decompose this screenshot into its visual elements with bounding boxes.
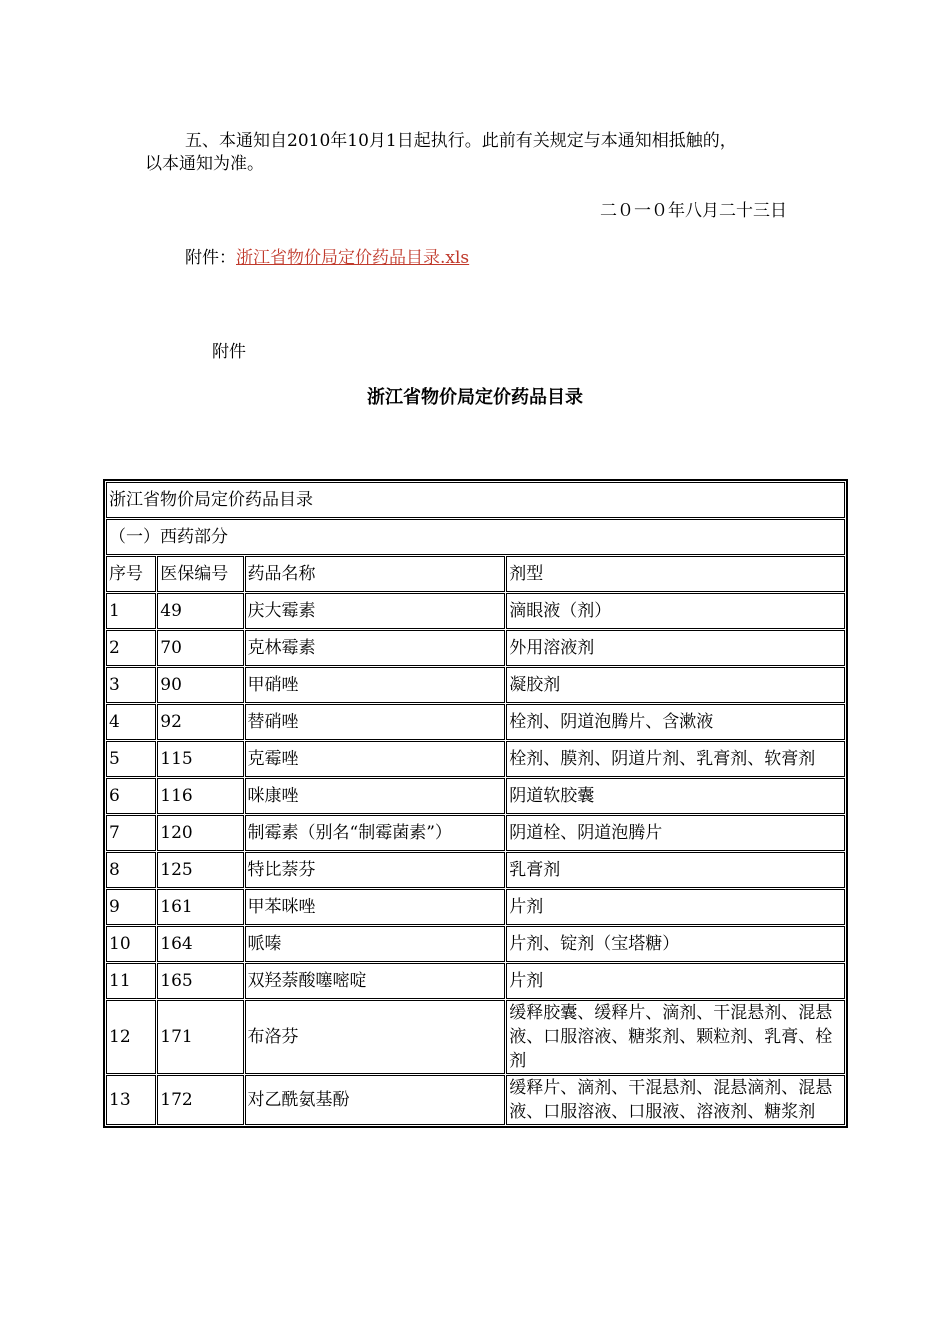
cell-name: 替硝唑 bbox=[245, 704, 506, 740]
cell-code: 115 bbox=[157, 741, 243, 777]
cell-form: 阴道栓、阴道泡腾片 bbox=[506, 815, 845, 851]
table-row bbox=[106, 704, 845, 740]
cell-code: 90 bbox=[157, 667, 243, 703]
cell-name: 甲硝唑 bbox=[245, 667, 506, 703]
cell-code: 49 bbox=[157, 593, 243, 629]
table-row bbox=[106, 741, 845, 777]
table-row bbox=[106, 593, 845, 629]
header-code: 医保编号 bbox=[157, 556, 243, 592]
cell-form: 栓剂、膜剂、阴道片剂、乳膏剂、软膏剂 bbox=[506, 741, 845, 777]
cell-name: 制霉素（别名“制霉菌素”） bbox=[245, 815, 506, 851]
drug-table bbox=[103, 479, 848, 1128]
cell-code: 70 bbox=[157, 630, 243, 666]
paragraph-effective-date-cont: 以本通知为准。 bbox=[145, 154, 264, 174]
cell-seq: 3 bbox=[106, 667, 156, 703]
attachment-line bbox=[185, 246, 469, 270]
cell-name: 咪康唑 bbox=[245, 778, 506, 814]
cell-form: 凝胶剂 bbox=[506, 667, 845, 703]
table-title-row bbox=[106, 482, 845, 518]
cell-seq: 12 bbox=[106, 1000, 156, 1074]
cell-form: 栓剂、阴道泡腾片、含漱液 bbox=[506, 704, 845, 740]
table-title: 浙江省物价局定价药品目录 bbox=[106, 482, 845, 518]
header-seq: 序号 bbox=[106, 556, 156, 592]
document-title: 浙江省物价局定价药品目录 bbox=[367, 387, 583, 408]
cell-seq: 1 bbox=[106, 593, 156, 629]
attachment-prefix: 附件： bbox=[185, 248, 236, 268]
table-row bbox=[106, 889, 845, 925]
cell-code: 172 bbox=[157, 1075, 243, 1125]
table-row bbox=[106, 852, 845, 888]
table-section: （一）西药部分 bbox=[106, 519, 845, 555]
cell-code: 92 bbox=[157, 704, 243, 740]
cell-code: 171 bbox=[157, 1000, 243, 1074]
cell-code: 161 bbox=[157, 889, 243, 925]
cell-seq: 8 bbox=[106, 852, 156, 888]
cell-name: 对乙酰氨基酚 bbox=[245, 1075, 506, 1125]
cell-form: 外用溶液剂 bbox=[506, 630, 845, 666]
table-row bbox=[106, 1075, 845, 1125]
cell-seq: 11 bbox=[106, 963, 156, 999]
cell-code: 164 bbox=[157, 926, 243, 962]
cell-seq: 9 bbox=[106, 889, 156, 925]
cell-name: 庆大霉素 bbox=[245, 593, 506, 629]
cell-name: 克林霉素 bbox=[245, 630, 506, 666]
cell-form: 缓释片、滴剂、干混悬剂、混悬滴剂、混悬液、口服溶液、口服液、溶液剂、糖浆剂 bbox=[506, 1075, 845, 1125]
cell-code: 116 bbox=[157, 778, 243, 814]
cell-form: 缓释胶囊、缓释片、滴剂、干混悬剂、混悬液、口服溶液、糖浆剂、颗粒剂、乳膏、栓剂 bbox=[506, 1000, 845, 1074]
header-form: 剂型 bbox=[506, 556, 845, 592]
table-row bbox=[106, 778, 845, 814]
attachment-heading: 附件 bbox=[212, 342, 246, 362]
document-date: 二０一０年八月二十三日 bbox=[600, 201, 787, 221]
attachment-link[interactable]: 浙江省物价局定价药品目录.xls bbox=[236, 248, 470, 268]
cell-code: 125 bbox=[157, 852, 243, 888]
cell-name: 特比萘芬 bbox=[245, 852, 506, 888]
table-section-row bbox=[106, 519, 845, 555]
cell-form: 乳膏剂 bbox=[506, 852, 845, 888]
header-name: 药品名称 bbox=[245, 556, 506, 592]
cell-form: 片剂、锭剂（宝塔糖） bbox=[506, 926, 845, 962]
table-row bbox=[106, 963, 845, 999]
paragraph-effective-date: 五、本通知自2010年10月1日起执行。此前有关规定与本通知相抵触的， bbox=[185, 131, 737, 151]
cell-form: 阴道软胶囊 bbox=[506, 778, 845, 814]
table-row bbox=[106, 667, 845, 703]
cell-seq: 5 bbox=[106, 741, 156, 777]
cell-form: 片剂 bbox=[506, 889, 845, 925]
table-row bbox=[106, 630, 845, 666]
cell-name: 布洛芬 bbox=[245, 1000, 506, 1074]
cell-name: 克霉唑 bbox=[245, 741, 506, 777]
cell-code: 165 bbox=[157, 963, 243, 999]
cell-form: 片剂 bbox=[506, 963, 845, 999]
cell-name: 双羟萘酸噻嘧啶 bbox=[245, 963, 506, 999]
cell-seq: 13 bbox=[106, 1075, 156, 1125]
cell-seq: 10 bbox=[106, 926, 156, 962]
cell-seq: 2 bbox=[106, 630, 156, 666]
table-row bbox=[106, 815, 845, 851]
cell-seq: 4 bbox=[106, 704, 156, 740]
table-row bbox=[106, 1000, 845, 1074]
cell-form: 滴眼液（剂） bbox=[506, 593, 845, 629]
table-row bbox=[106, 926, 845, 962]
cell-name: 甲苯咪唑 bbox=[245, 889, 506, 925]
table-header-row bbox=[106, 556, 845, 592]
cell-name: 哌嗪 bbox=[245, 926, 506, 962]
cell-seq: 6 bbox=[106, 778, 156, 814]
cell-seq: 7 bbox=[106, 815, 156, 851]
cell-code: 120 bbox=[157, 815, 243, 851]
